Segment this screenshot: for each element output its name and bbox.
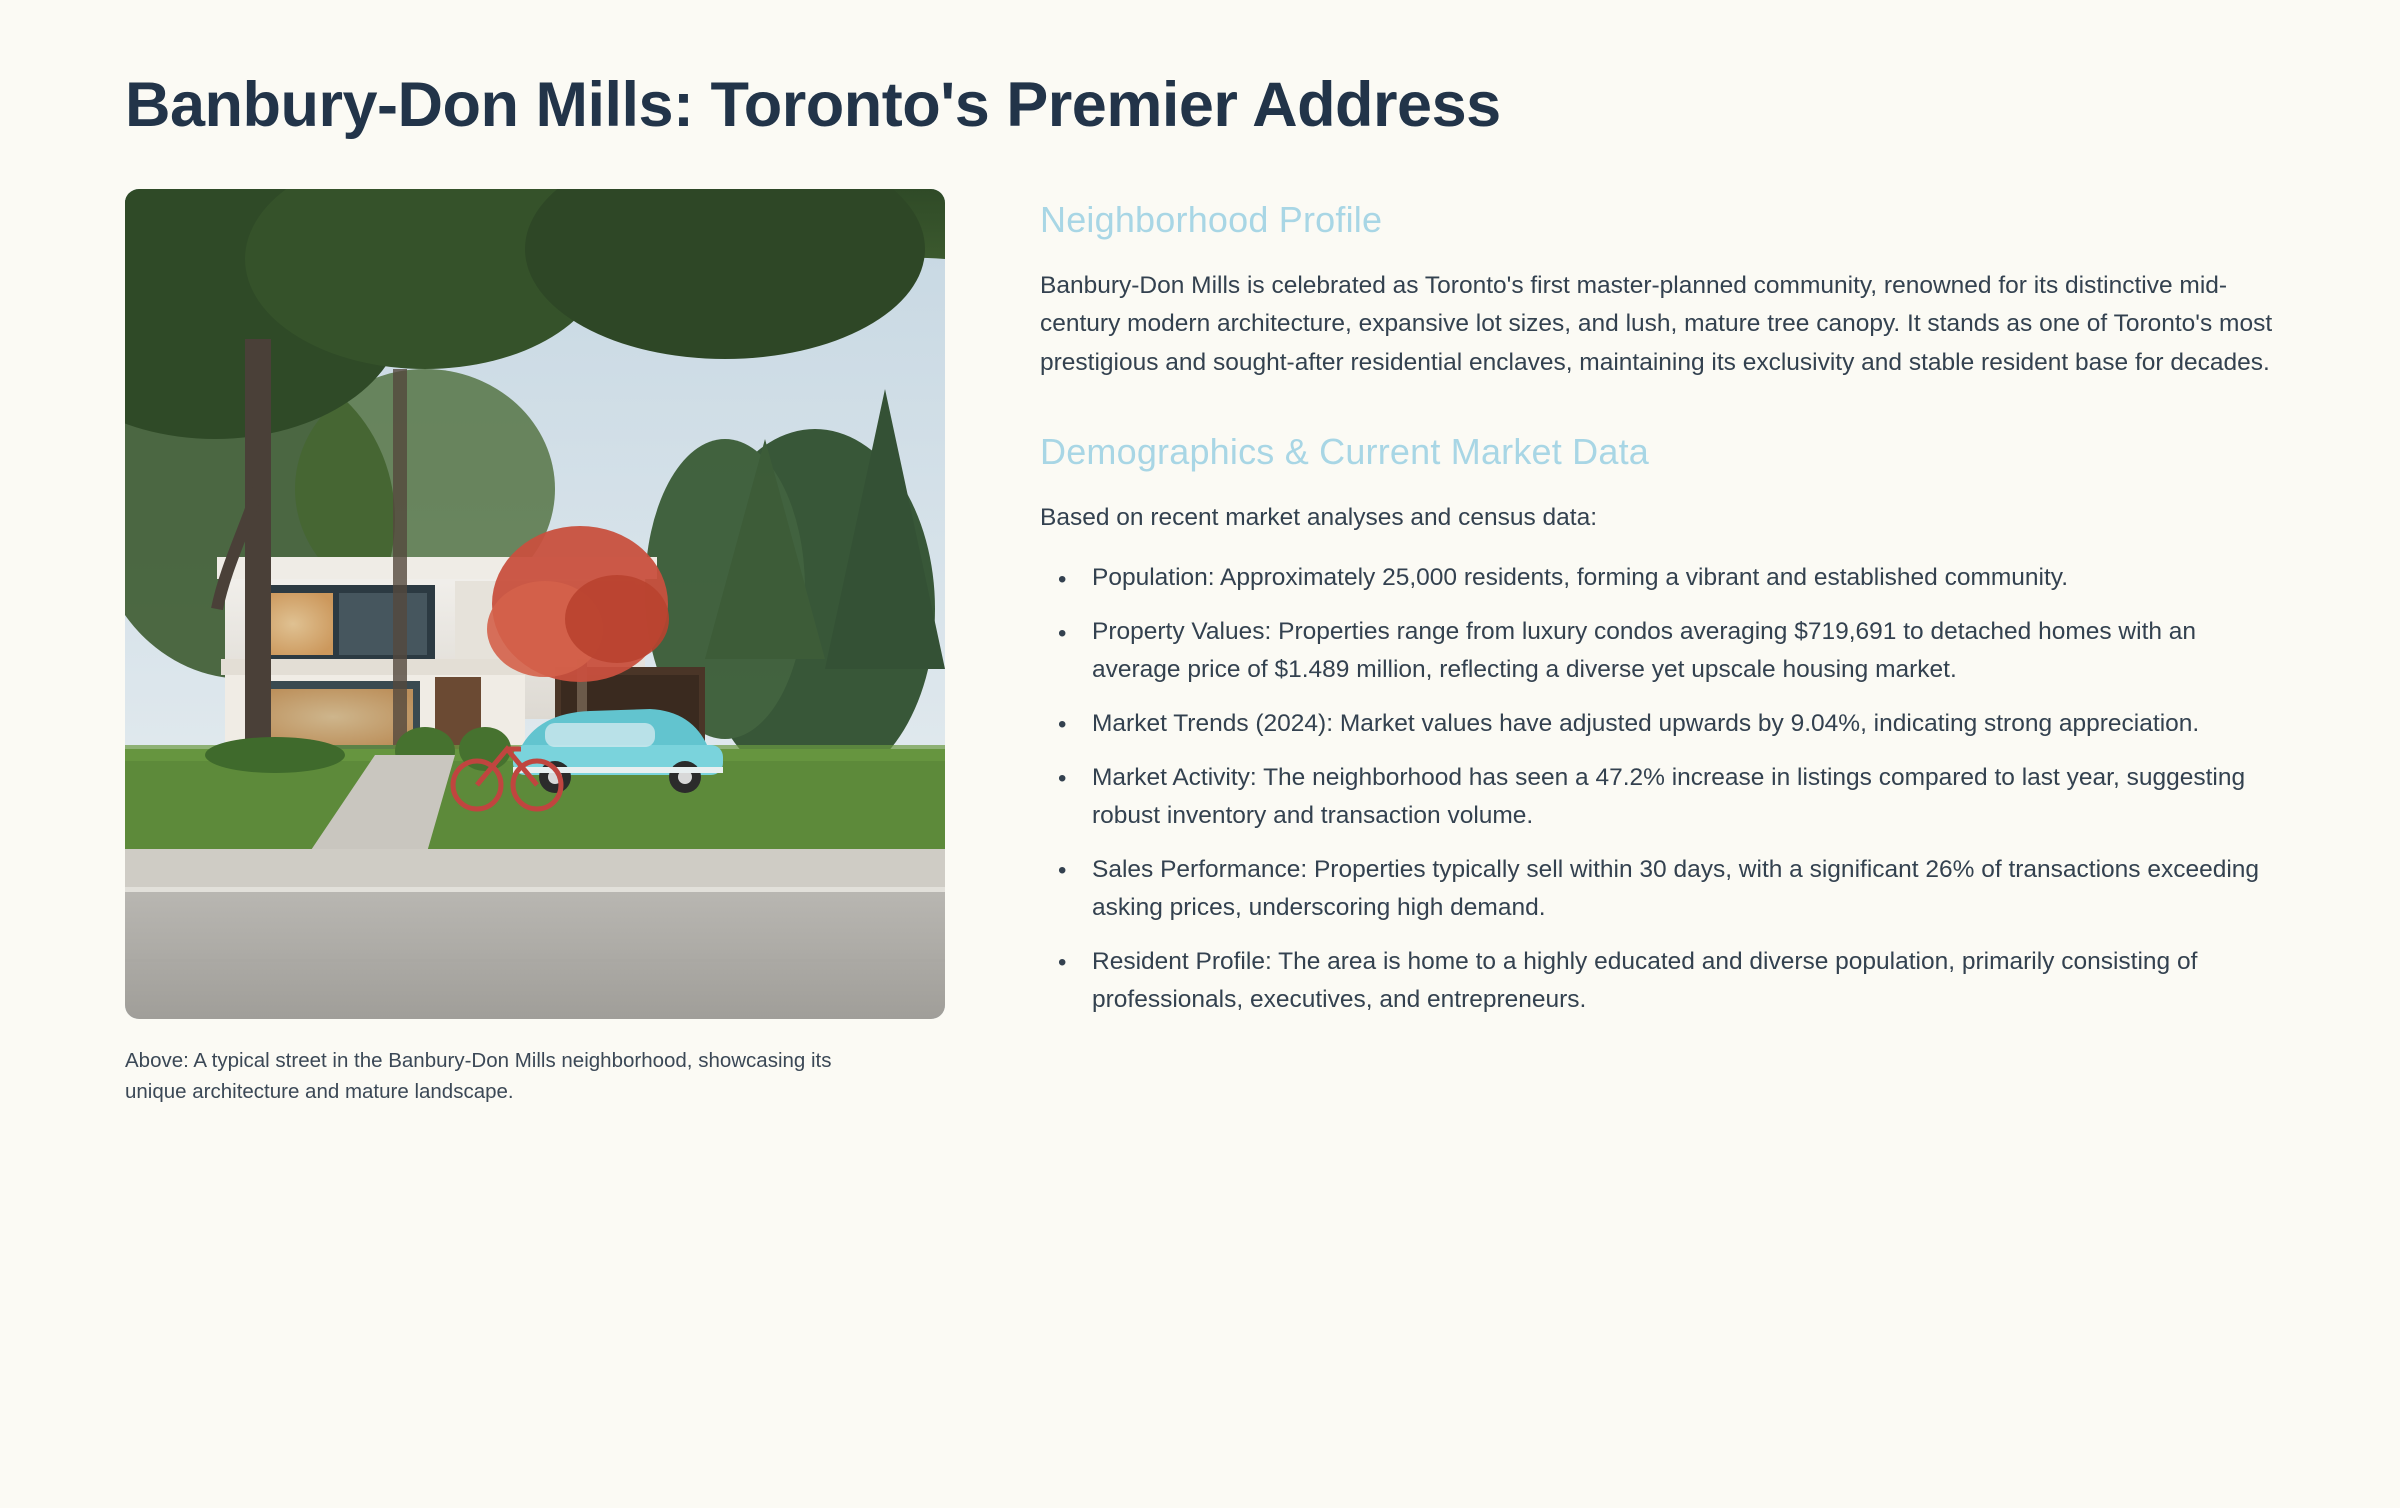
bullet-icon: • [1058,765,1067,793]
list-item [1040,705,2275,743]
list-item [1040,851,2275,927]
neighborhood-figure [125,189,945,1109]
section-paragraph-market: Based on recent market analyses and census data: [1040,503,1598,531]
section-paragraph-profile: Banbury-Don Mills is celebrated as Toronto's first master-planned community, renowned for its distinctive mid-century modern architecture, expansive lot sizes, and lush, mature tree canopy. It stands as one of Toronto's most prestigious and sought-after residential enclaves, maintaining its exclusivity and stable resident base for decades. [1040,271,2273,376]
page-title: Banbury-Don Mills: Toronto's Premier Address [125,70,1501,140]
section-heading-profile: Neighborhood Profile [1040,198,1383,240]
text-column [945,189,2275,1036]
bullet-icon: • [1058,949,1067,977]
list-item-text: Resident Profile: The area is home to a highly educated and diverse population, primarily consisting of professionals, executives, and entrepreneurs. [1092,948,2198,1014]
list-item-text: Population: Approximately 25,000 residents, forming a vibrant and established community. [1092,564,2069,592]
list-item-text: Sales Performance: Properties typically sell within 30 days, with a significant 26% of transactions exceeding asking prices, underscoring high demand. [1092,856,2260,922]
bullet-icon: • [1058,711,1067,739]
list-item-text: Market Trends (2024): Market values have adjusted upwards by 9.04%, indicating strong appreciation. [1092,710,2200,738]
list-item-text: Property Values: Properties range from luxury condos averaging $719,691 to detached homes with an average price of $1.489 million, reflecting a diverse yet upscale housing market. [1092,618,2197,684]
bullet-icon: • [1058,857,1067,885]
figure-column [125,189,945,1109]
bullet-icon: • [1058,565,1067,593]
list-item [1040,759,2275,835]
bullet-icon: • [1058,619,1067,647]
list-item [1040,613,2275,689]
list-item-text: Market Activity: The neighborhood has seen a 47.2% increase in listings compared to last year, suggesting robust inventory and transaction volume. [1092,764,2246,830]
content-area [125,189,2275,1109]
list-item [1040,943,2275,1019]
list-item [1040,559,2275,597]
market-facts-list [1040,559,2275,1019]
neighborhood-photo [125,189,945,1019]
photo-caption: Above: A typical street in the Banbury-Don Mills neighborhood, showcasing its unique architecture and mature landscape. [125,1048,832,1104]
section-heading-market: Demographics & Current Market Data [1040,430,1650,472]
photo-illustration [125,189,945,1019]
